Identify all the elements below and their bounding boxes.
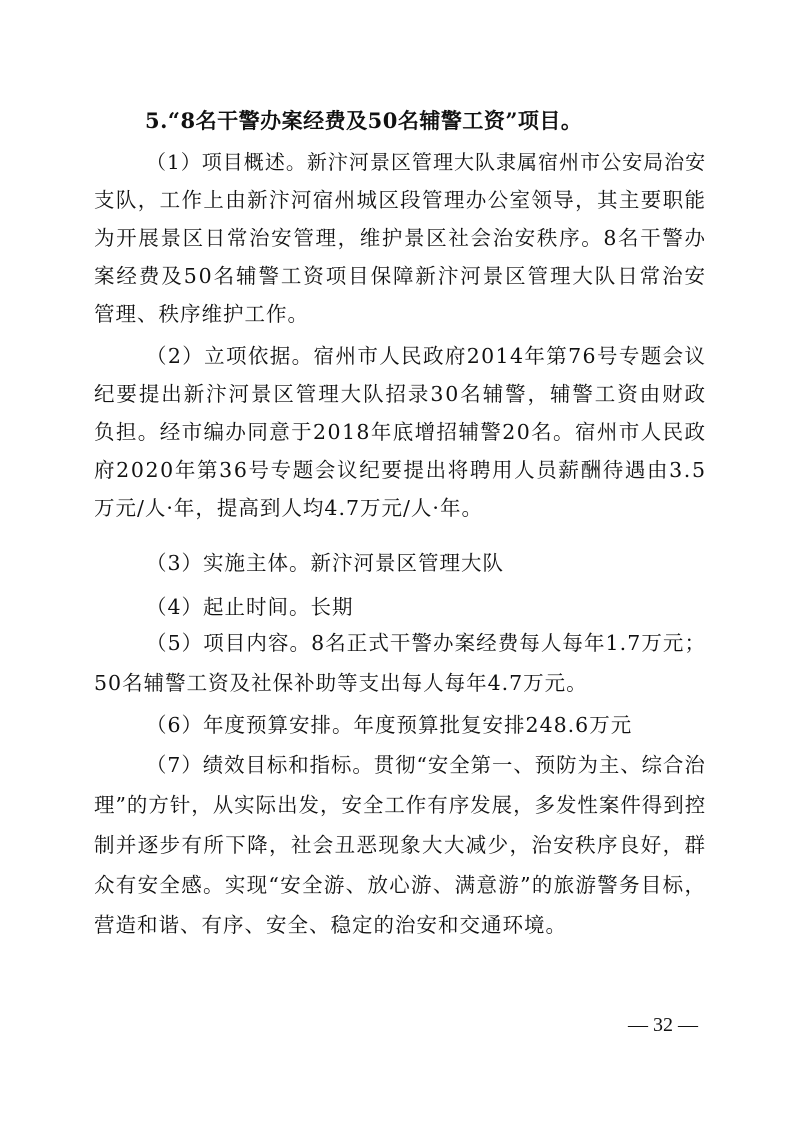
para-7-line-2: 理”的方针，从实际出发，安全工作有序发展，多发性案件得到控 (94, 793, 707, 817)
para-1-line-1: （1）项目概述。新汴河景区管理大队隶属宿州市公安局治安 (146, 150, 707, 174)
para-2-line-1: （2）立项依据。宿州市人民政府2014年第76号专题会议 (146, 344, 707, 368)
para-2-line-5: 万元/人·年，提高到人均4.7万元/人·年。 (94, 496, 483, 520)
para-1-line-3: 为开展景区日常治安管理，维护景区社会治安秩序。8名干警办 (94, 226, 707, 250)
para-6-line-1: （6）年度预算安排。年度预算批复安排248.6万元 (146, 713, 633, 737)
page-number: — 32 — (628, 1014, 698, 1036)
para-2-line-3: 负担。经市编办同意于2018年底增招辅警20名。宿州市人民政 (94, 420, 707, 444)
para-7-line-4: 众有安全感。实现“安全游、放心游、满意游”的旅游警务目标， (94, 873, 707, 897)
section-heading: 5.“8名干警办案经费及50名辅警工资”项目。 (145, 108, 583, 133)
para-1-line-5: 管理、秩序维护工作。 (94, 302, 309, 326)
para-7-line-3: 制并逐步有所下降，社会丑恶现象大大减少，治安秩序良好，群 (94, 833, 707, 857)
para-4-line-1: （4）起止时间。长期 (146, 595, 354, 619)
para-5-line-1: （5）项目内容。8名正式干警办案经费每人每年1.7万元； (146, 631, 707, 655)
para-3-line-1: （3）实施主体。新汴河景区管理大队 (146, 551, 505, 575)
para-7-line-5: 营造和谐、有序、安全、稳定的治安和交通环境。 (94, 913, 567, 937)
para-5-line-2: 50名辅警工资及社保补助等支出每人每年4.7万元。 (94, 671, 588, 695)
para-2-line-4: 府2020年第36号专题会议纪要提出将聘用人员薪酬待遇由3.5 (94, 458, 707, 482)
para-7-line-1: （7）绩效目标和指标。贯彻“安全第一、预防为主、综合治 (146, 753, 706, 777)
para-1-line-2: 支队，工作上由新汴河宿州城区段管理办公室领导，其主要职能 (94, 188, 707, 212)
para-2-line-2: 纪要提出新汴河景区管理大队招录30名辅警，辅警工资由财政 (94, 382, 707, 406)
para-1-line-4: 案经费及50名辅警工资项目保障新汴河景区管理大队日常治安 (94, 264, 707, 288)
